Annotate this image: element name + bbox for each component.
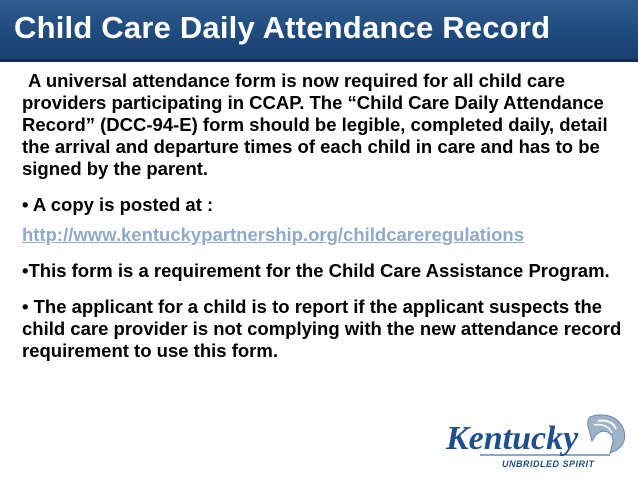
kentucky-logo: [440, 411, 630, 473]
kentucky-tagline: UNBRIDLED SPIRIT: [502, 459, 595, 469]
requirement-bullet: •This form is a requirement for the Child Care Assistance Program.: [22, 260, 610, 281]
slide-title: Child Care Daily Attendance Record: [14, 10, 551, 45]
regulations-link[interactable]: http://www.kentuckypartnership.org/childcareregulations: [22, 224, 524, 245]
slide-body: [22, 70, 622, 362]
reporting-bullet: • The applicant for a child is to report if the applicant suspects the child care provider is not complying with the new attendance record requirement to use this form.: [22, 296, 622, 361]
kentucky-wordmark: Kentucky: [446, 420, 579, 457]
copy-posted-bullet: • A copy is posted at :: [22, 194, 214, 215]
title-bar: [0, 0, 638, 62]
intro-paragraph: A universal attendance form is now required for all child care providers participating in CCAP. The “Child Care Daily Attendance Record” (DCC-94-E) form should be legible, completed daily, detail the arrival and departure times of each child in care and has to be signed by the parent.: [22, 70, 608, 179]
